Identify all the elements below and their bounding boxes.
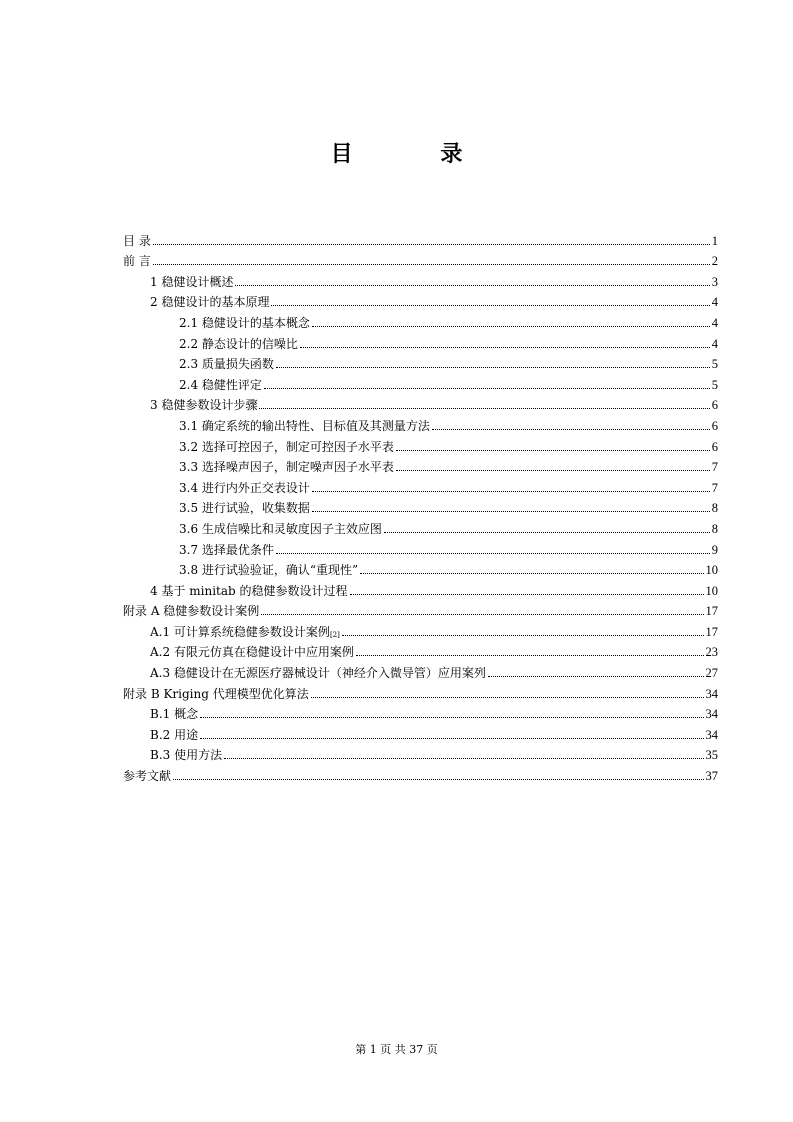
toc-entry[interactable] [123,227,718,248]
toc-entry[interactable] [123,598,718,619]
toc-entry-label: B.1 概念 [150,707,199,722]
toc-entry-label: B.2 用途 [150,727,199,742]
page-footer: 第 1 页 共 37 页 [355,1043,438,1056]
toc-page-number: 37 [705,769,718,784]
toc-entry-label: 3.4 进行内外正交表设计 [179,480,310,495]
toc-page-number: 4 [711,336,718,351]
toc-page-number: 6 [711,398,718,413]
toc-entry-label: 2.2 静态设计的信噪比 [179,336,298,351]
toc-page-number: 27 [705,666,718,681]
toc-dot-leader [311,697,704,698]
toc-dot-leader [488,676,704,677]
toc-page-number: 4 [711,295,718,310]
toc-entry[interactable] [123,351,718,372]
toc-entry[interactable] [123,454,718,475]
toc-dot-leader [224,758,703,759]
toc-entry[interactable] [123,495,718,516]
toc-dot-leader [356,655,704,656]
toc-page-number: 5 [711,377,718,392]
toc-page-number: 1 [711,233,718,248]
toc-dot-leader [200,738,703,739]
toc-entry[interactable] [123,639,718,660]
toc-entry[interactable] [123,268,718,289]
toc-entry-label: 前 言 [123,254,151,269]
toc-entry-label: 3.1 确定系统的输出特性、目标值及其测量方法 [179,418,430,433]
toc-entry[interactable] [123,433,718,454]
toc-dot-leader [276,553,710,554]
toc-entry[interactable] [123,659,718,680]
toc-dot-leader [342,635,704,636]
toc-page-number: 34 [705,707,718,722]
toc-page-number: 7 [711,460,718,475]
toc-entry-label: 3.3 选择噪声因子，制定噪声因子水平表 [179,460,394,475]
toc-entry[interactable] [123,618,718,639]
toc-page-number: 10 [705,583,718,598]
toc-page-number: 7 [711,480,718,495]
toc-page-number: 8 [711,521,718,536]
toc-entry[interactable] [123,577,718,598]
toc-dot-leader [432,429,710,430]
toc-entry-label: 2.3 质量损失函数 [179,357,274,372]
toc-entry[interactable] [123,474,718,495]
toc-page-number: 17 [705,604,718,619]
toc-entry-label: A.1 可计算系统稳健参数设计案例 [150,624,330,639]
toc-entry-label: 2.1 稳健设计的基本概念 [179,315,310,330]
toc-page-number: 4 [711,315,718,330]
toc-page-number: 3 [711,274,718,289]
toc-entry[interactable] [123,515,718,536]
reference-marker: [2] [329,630,340,639]
toc-entry[interactable] [123,412,718,433]
toc-entry[interactable] [123,721,718,742]
toc-entry[interactable] [123,557,718,578]
toc-dot-leader [360,573,703,574]
toc-entry-label: 2.4 稳健性评定 [179,377,262,392]
toc-page-number: 5 [711,357,718,372]
toc-entry-label: 2 稳健设计的基本原理 [150,295,270,310]
toc-entry-label: A.2 有限元仿真在稳健设计中应用案例 [150,645,354,660]
toc-page-number: 23 [705,645,718,660]
toc-entry-label: 3.5 进行试验，收集数据 [179,501,310,516]
toc-entry-label: 目 录 [123,233,151,248]
toc-entry[interactable] [123,330,718,351]
toc-entry[interactable] [123,742,718,763]
toc-dot-leader [261,614,703,615]
toc-dot-leader [235,285,709,286]
table-of-contents [123,227,718,783]
toc-dot-leader [384,532,710,533]
toc-entry[interactable] [123,536,718,557]
toc-page-number: 8 [711,501,718,516]
toc-entry-label: 参考文献 [123,769,172,784]
toc-entry-label: 3.7 选择最优条件 [179,542,274,557]
toc-dot-leader [396,450,710,451]
toc-dot-leader [259,408,709,409]
toc-dot-leader [173,779,703,780]
toc-page-number: 17 [705,624,718,639]
toc-entry[interactable] [123,309,718,330]
toc-dot-leader [276,367,710,368]
toc-page-number: 6 [711,418,718,433]
toc-entry-label: A.3 稳健设计在无源医疗器械设计（神经介入微导管）应用案列 [150,666,486,681]
toc-dot-leader [153,244,710,245]
toc-dot-leader [300,347,710,348]
toc-entry-label: 附录 A 稳健参数设计案例 [123,604,260,619]
toc-entry-label: 3.2 选择可控因子，制定可控因子水平表 [179,439,394,454]
toc-entry-label: 3 稳健参数设计步骤 [150,398,258,413]
toc-page-number: 9 [711,542,718,557]
toc-entry-label: 1 稳健设计概述 [150,274,234,289]
toc-dot-leader [312,491,710,492]
toc-entry[interactable] [123,762,718,783]
page-title: 目 录 [330,141,503,167]
toc-dot-leader [396,470,710,471]
toc-entry-label: 3.6 生成信噪比和灵敏度因子主效应图 [179,521,382,536]
toc-page-number: 10 [705,563,718,578]
toc-entry-label: 附录 B Kriging 代理模型优化算法 [123,686,309,701]
toc-entry-label: 4 基于 minitab 的稳健参数设计过程 [150,583,348,598]
toc-page-number: 6 [711,439,718,454]
toc-entry-label: B.3 使用方法 [150,748,223,763]
toc-page-number: 34 [705,686,718,701]
toc-page-number: 35 [705,748,718,763]
toc-page-number: 2 [711,254,718,269]
toc-entry[interactable] [123,248,718,269]
toc-entry[interactable] [123,680,718,701]
toc-dot-leader [271,305,709,306]
toc-entry[interactable] [123,701,718,722]
toc-dot-leader [350,594,704,595]
toc-dot-leader [200,717,703,718]
toc-dot-leader [312,511,710,512]
toc-entry[interactable] [123,289,718,310]
toc-dot-leader [312,326,710,327]
toc-page-number: 34 [705,727,718,742]
toc-entry[interactable] [123,392,718,413]
toc-entry[interactable] [123,371,718,392]
toc-dot-leader [264,388,710,389]
toc-dot-leader [153,264,710,265]
toc-entry-label: 3.8 进行试验验证，确认“重现性” [179,563,359,578]
